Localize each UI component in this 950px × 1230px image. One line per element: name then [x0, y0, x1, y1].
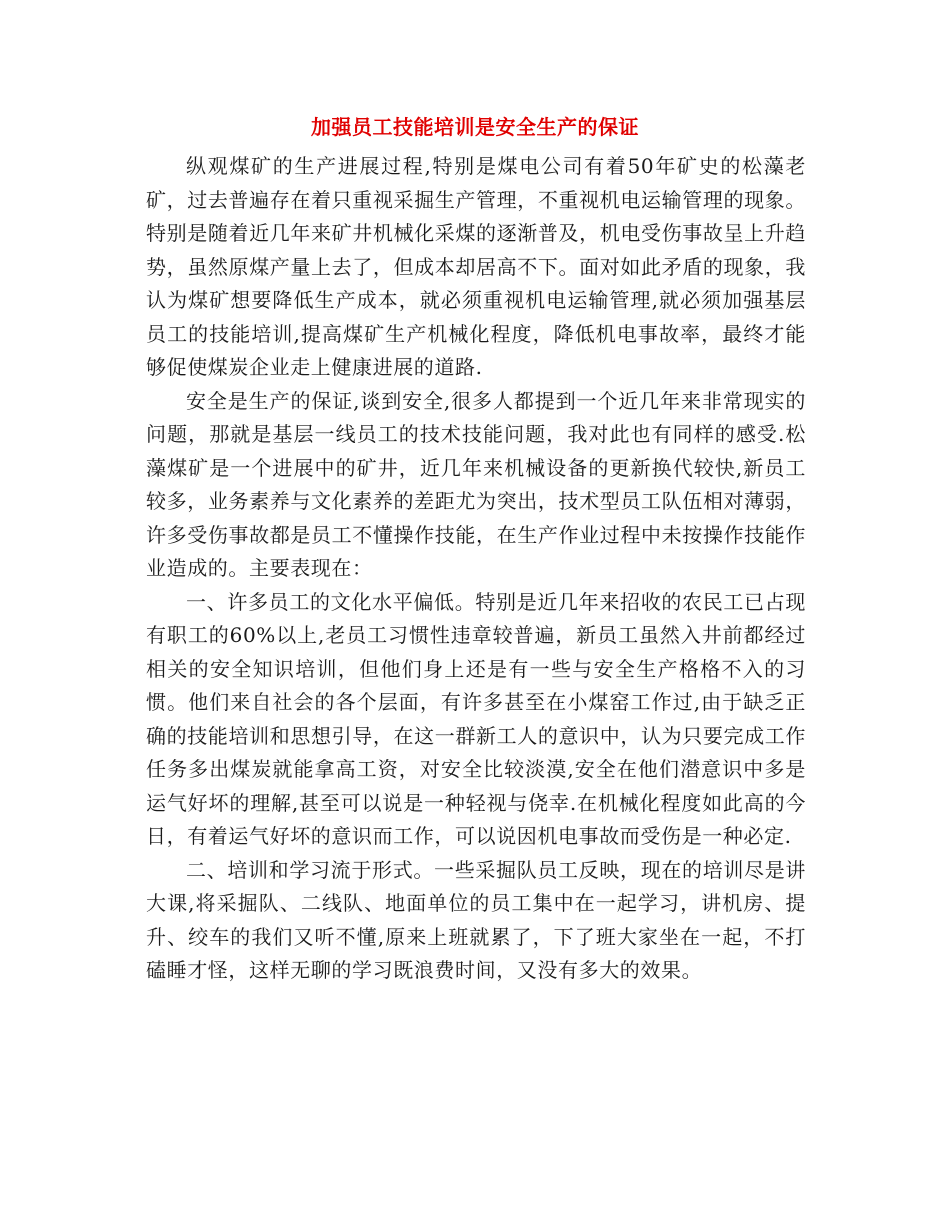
paragraph: 二、培训和学习流于形式。一些采掘队员工反映，现在的培训尽是讲大课,将采掘队、二线队、地面单位的员工集中在一起学习，讲机房、提升、绞车的我们又听不懂,原来上班就累了，下了班大家坐在一起，不打磕睡才怪，这样无聊的学习既浪费时间，又没有多大的效果。 [146, 857, 806, 982]
document-title: 加强员工技能培训是安全生产的保证 [311, 115, 639, 139]
document-body [146, 150, 806, 988]
paragraph: 安全是生产的保证,谈到安全,很多人都提到一个近几年来非常现实的问题，那就是基层一线员工的技术技能问题，我对此也有同样的感受.松藻煤矿是一个进展中的矿井，近几年来机械设备的更新换代较快,新员工较多，业务素养与文化素养的差距尤为突出，技术型员工队伍相对薄弱，许多受伤事故都是员工不懂操作技能，在生产作业过程中未按操作技能作业造成的。主要表现在： [146, 388, 806, 580]
paragraph: 纵观煤矿的生产进展过程,特别是煤电公司有着50年矿史的松藻老矿，过去普遍存在着只重视采掘生产管理，不重视机电运输管理的现象。特别是随着近几年来矿井机械化采煤的逐渐普及，机电受伤事故呈上升趋势，虽然原煤产量上去了，但成本却居高不下。面对如此矛盾的现象，我认为煤矿想要降低生产成本，就必须重视机电运输管理,就必须加强基层员工的技能培训,提高煤矿生产机械化程度，降低机电事故率，最终才能够促使煤炭企业走上健康进展的道路. [146, 154, 806, 379]
paragraph: 一、许多员工的文化水平偏低。特别是近几年来招收的农民工已占现有职工的60%以上,老员工习惯性违章较普遍，新员工虽然入井前都经过相关的安全知识培训，但他们身上还是有一些与安全生产格格不入的习惯。他们来自社会的各个层面，有许多甚至在小煤窑工作过,由于缺乏正确的技能培训和思想引导，在这一群新工人的意识中，认为只要完成工作任务多出煤炭就能拿高工资，对安全比较淡漠,安全在他们潜意识中多是运气好坏的理解,甚至可以说是一种轻视与侥幸.在机械化程度如此高的今日，有着运气好坏的意识而工作，可以说因机电事故而受伤是一种必定. [146, 589, 806, 848]
